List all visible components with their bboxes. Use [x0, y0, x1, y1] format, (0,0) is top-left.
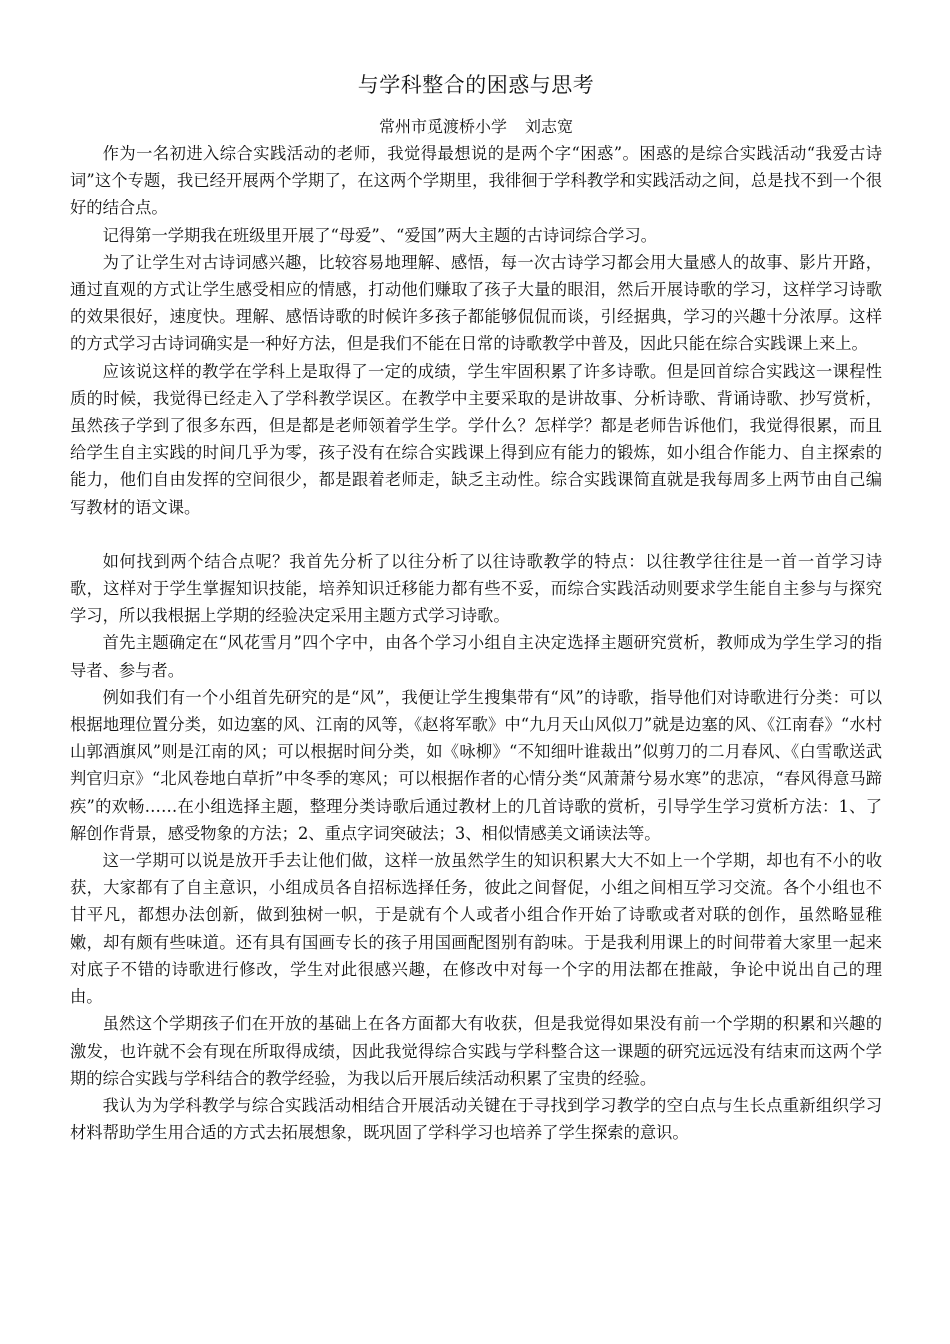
paragraph: 作为一名初进入综合实践活动的老师，我觉得最想说的是两个字“困惑”。困惑的是综合实践活动“我爱古诗词”这个专题，我已经开展两个学期了，在这两个学期里，我徘徊于学科教学和实践活动之间，总是找不到一个很好的结合点。: [70, 144, 882, 218]
paragraph: 首先主题确定在“风花雪月”四个字中，由各个学习小组自主决定选择主题研究赏析，教师成为学生学习的指导者、参与者。: [70, 633, 882, 680]
paragraph: 例如我们有一个小组首先研究的是“风”，我便让学生搜集带有“风”的诗歌，指导他们对诗歌进行分类：可以根据地理位置分类，如边塞的风、江南的风等，《赵将军歌》中“九月天山风似刀”就是边塞的风、《江南春》“水村山郭酒旗风”则是江南的风；可以根据时间分类，如《咏柳》“不知细叶谁裁出”似剪刀的二月春风、《白雪歌送武判官归京》“北风卷地白草折”中冬季的寒风；可以根据作者的心情分类“风萧萧兮易水寒”的悲凉，“春风得意马蹄疾”的欢畅……在小组选择主题，整理分类诗歌后通过教材上的几首诗歌的赏析，引导学生学习赏析方法：1、了解创作背景，感受物象的方法；2、重点字词突破法；3、相似情感美文诵读法等。: [70, 687, 882, 843]
school-name: 常州市觅渡桥小学: [378, 117, 507, 136]
paragraph: 记得第一学期我在班级里开展了“母爱”、“爱国”两大主题的古诗词综合学习。: [102, 225, 657, 245]
blank-line: [70, 521, 882, 548]
byline: [70, 114, 882, 140]
paragraph: 我认为为学科教学与综合实践活动相结合开展活动关键在于寻找到学习教学的空白点与生长点重新组织学习材料帮助学生用合适的方式去拓展想象，既巩固了学科学习也培养了学生探索的意识。: [70, 1095, 882, 1143]
paragraph: 如何找到两个结合点呢？我首先分析了以往分析了以往诗歌教学的特点：以往教学往往是一首一首学习诗歌，这样对于学生掌握知识技能，培养知识迁移能力都有些不妥，而综合实践活动则要求学生能自主参与与探究学习，所以我根据上学期的经验决定采用主题方式学习诗歌。: [70, 551, 882, 626]
paragraph: 为了让学生对古诗词感兴趣，比较容易地理解、感悟，每一次古诗学习都会用大量感人的故事、影片开路，通过直观的方式让学生感受相应的情感，打动他们赚取了孩子大量的眼泪，然后开展诗歌的学习，这样学习诗歌的效果很好，速度快。理解、感悟诗歌的时候许多孩子都能够侃侃而谈，引经据典，学习的兴趣十分浓厚。这样的方式学习古诗词确实是一种好方法，但是我们不能在日常的诗歌教学中普及，因此只能在综合实践课上来上。: [70, 252, 882, 354]
paragraph: 这一学期可以说是放开手去让他们做，这样一放虽然学生的知识积累大大不如上一个学期，却也有不小的收获，大家都有了自主意识，小组成员各自招标选择任务，彼此之间督促，小组之间相互学习交流。各个小组也不甘平凡，都想办法创新，做到独树一帜，于是就有个人或者小组合作开始了诗歌或者对联的创作，虽然略显稚嫩，却有颇有些味道。还有具有国画专长的孩子用国画配图别有韵味。于是我利用课上的时间带着大家里一起来对底子不错的诗歌进行修改，学生对此很感兴趣，在修改中对每一个字的用法都在推敲，争论中说出自己的理由。: [70, 851, 882, 1007]
document-page: [70, 70, 882, 1146]
paragraph: 虽然这个学期孩子们在开放的基础上在各方面都大有收获，但是我觉得如果没有前一个学期的积累和兴趣的激发，也许就不会有现在所取得成绩，因此我觉得综合实践与学科整合这一课题的研究远远没有结束而这两个学期的综合实践与学科结合的教学经验，为我以后开展后续活动积累了宝贵的经验。: [70, 1014, 882, 1088]
author-name: 刘志宽: [525, 117, 574, 136]
document-title: 与学科整合的困惑与思考: [357, 73, 595, 97]
paragraph: 应该说这样的教学在学科上是取得了一定的成绩，学生牢固积累了许多诗歌。但是回首综合实践这一课程性质的时候，我觉得已经走入了学科教学误区。在教学中主要采取的是讲故事、分析诗歌、背诵诗歌、抄写赏析，虽然孩子学到了很多东西，但是都是老师领着学生学。学什么？怎样学？都是老师告诉他们，我觉得很累，而且给学生自主实践的时间几乎为零，孩子没有在综合实践课上得到应有能力的锻炼，如小组合作能力、自主探索的能力，他们自由发挥的空间很少，都是跟着老师走，缺乏主动性。综合实践课简直就是我每周多上两节由自己编写教材的语文课。: [70, 361, 882, 517]
